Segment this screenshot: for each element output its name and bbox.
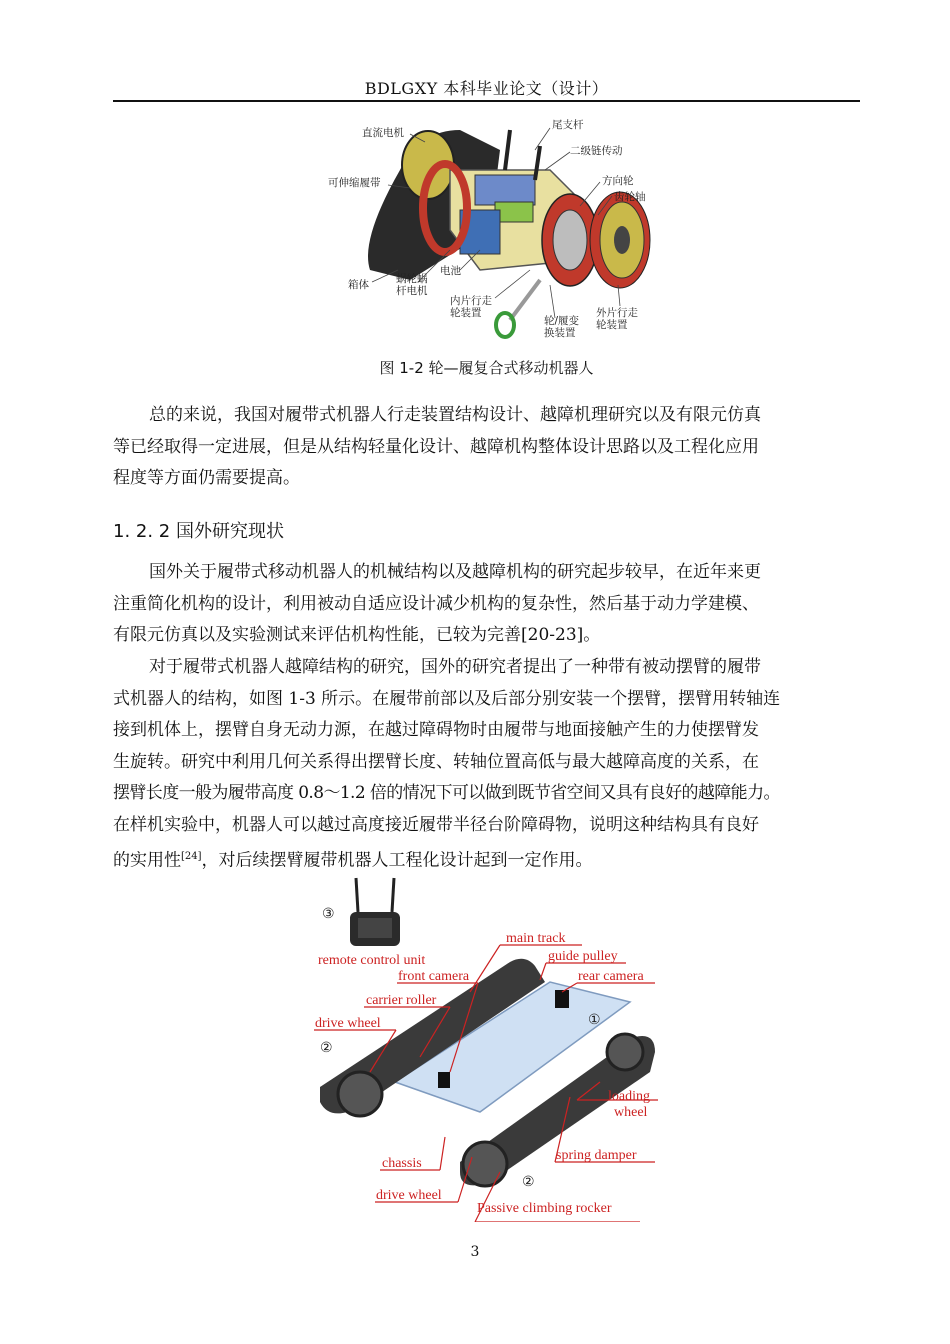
label-outer-wheel-2: 轮装置 — [596, 319, 628, 331]
text-line: 总的来说，我国对履带式机器人行走装置结构设计、越障机理研究以及有限元仿真 — [149, 405, 761, 425]
text-line: 对于履带式机器人越障结构的研究，国外的研究者提出了一种带有被动摆臂的履带 — [149, 657, 761, 677]
label-switch-1: 轮/履变 — [544, 315, 580, 327]
text-line: 注重简化机构的设计，利用被动自适应设计减少机构的复杂性，然后基于动力学建模、 — [113, 593, 759, 614]
citation-24: [24] — [181, 851, 202, 862]
label-battery: 电池 — [440, 265, 461, 277]
label-drive-wheel-bottom: drive wheel — [376, 1188, 442, 1203]
label-retractable-track: 可伸缩履带 — [328, 177, 381, 189]
label-tail-rod: 尾支杆 — [552, 119, 584, 131]
text-line: 等已经取得一定进展，但是从结构轻量化设计、越障机构整体设计思路以及工程化应用 — [113, 436, 759, 457]
label-circle-2-bottom: ② — [522, 1175, 535, 1190]
label-worm-motor-2: 杆电机 — [396, 285, 428, 297]
label-circle-1: ① — [588, 1013, 601, 1028]
label-circle-3: ③ — [322, 907, 335, 922]
label-dc-motor: 直流电机 — [362, 127, 404, 139]
figure-wheel-track-robot — [300, 110, 680, 350]
label-switch-2: 换装置 — [544, 327, 576, 339]
label-passive-climbing-rocker: Passive climbing rocker — [477, 1201, 612, 1216]
label-chassis: chassis — [382, 1156, 422, 1171]
label-worm-motor-1: 蜗轮蜗 — [396, 273, 428, 285]
wheel-track-robot-illustration — [300, 110, 680, 350]
label-steering-wheel: 方向轮 — [602, 175, 634, 187]
section-heading: 1. 2. 2 国外研究现状 — [113, 521, 284, 542]
label-carrier-roller: carrier roller — [366, 993, 437, 1008]
text-line: 国外关于履带式移动机器人的机械结构以及越障机构的研究起步较早，在近年来更 — [149, 562, 761, 582]
label-loading-1: loading — [608, 1089, 650, 1104]
text-line: 程度等方面仍需要提高。 — [113, 468, 300, 488]
label-gear-shaft: 齿轮轴 — [614, 191, 646, 203]
text-fragment: ，对后续摆臂履带机器人工程化设计起到一定作用。 — [201, 850, 593, 871]
text-line: 式机器人的结构，如图 1-3 所示。在履带前部以及后部分别安装一个摆臂，摆臂用转轴连 — [113, 688, 781, 709]
label-rear-camera: rear camera — [578, 969, 644, 984]
label-main-track: main track — [506, 931, 566, 946]
text-line: 摆臂长度一般为履带高度 0.8～1.2 倍的情况下可以做到既节省空间又具有良好的越障能力。 — [113, 783, 780, 803]
text-line: 接到机体上，摆臂自身无动力源，在越过障碍物时由履带与地面接触产生的力使摆臂发 — [113, 720, 759, 740]
text-line: 在样机实验中，机器人可以越过高度接近履带半径台阶障碍物，说明这种结构具有良好 — [113, 814, 759, 835]
label-outer-wheel-1: 外片行走 — [596, 307, 638, 319]
label-box: 箱体 — [348, 279, 369, 291]
label-circle-2-left: ② — [320, 1041, 333, 1056]
label-drive-wheel-top: drive wheel — [315, 1016, 381, 1031]
paragraph-foreign-research — [113, 557, 860, 652]
running-header: BDLGXY 本科毕业论文（设计） — [364, 79, 609, 98]
paragraph-summary — [113, 400, 860, 495]
text-line: 生旋转。研究中利用几何关系得出摆臂长度、转轴位置高低与最大越障高度的关系，在 — [113, 751, 759, 772]
label-chain-drive: 二级链传动 — [570, 145, 623, 157]
header-rule — [113, 100, 860, 102]
label-inner-wheel-2: 轮装置 — [450, 307, 482, 319]
figure-passive-rocker-robot — [300, 872, 680, 1222]
text-line: 有限元仿真以及实验测试来评估机构性能，已较为完善[20-23]。 — [113, 625, 601, 645]
label-front-camera: front camera — [398, 969, 470, 984]
passive-rocker-robot-illustration — [300, 872, 680, 1222]
text-fragment: 的实用性 — [113, 850, 181, 871]
page-number: 3 — [470, 1244, 480, 1260]
label-loading-2: wheel — [614, 1105, 648, 1120]
label-inner-wheel-1: 内片行走 — [450, 295, 492, 307]
label-guide-pulley: guide pulley — [548, 949, 618, 964]
figure-caption: 图 1-2 轮—履复合式移动机器人 — [379, 359, 594, 377]
label-spring-damper: spring damper — [556, 1148, 637, 1163]
paragraph-rocker-structure — [113, 652, 860, 877]
label-remote-control-unit: remote control unit — [318, 953, 426, 968]
